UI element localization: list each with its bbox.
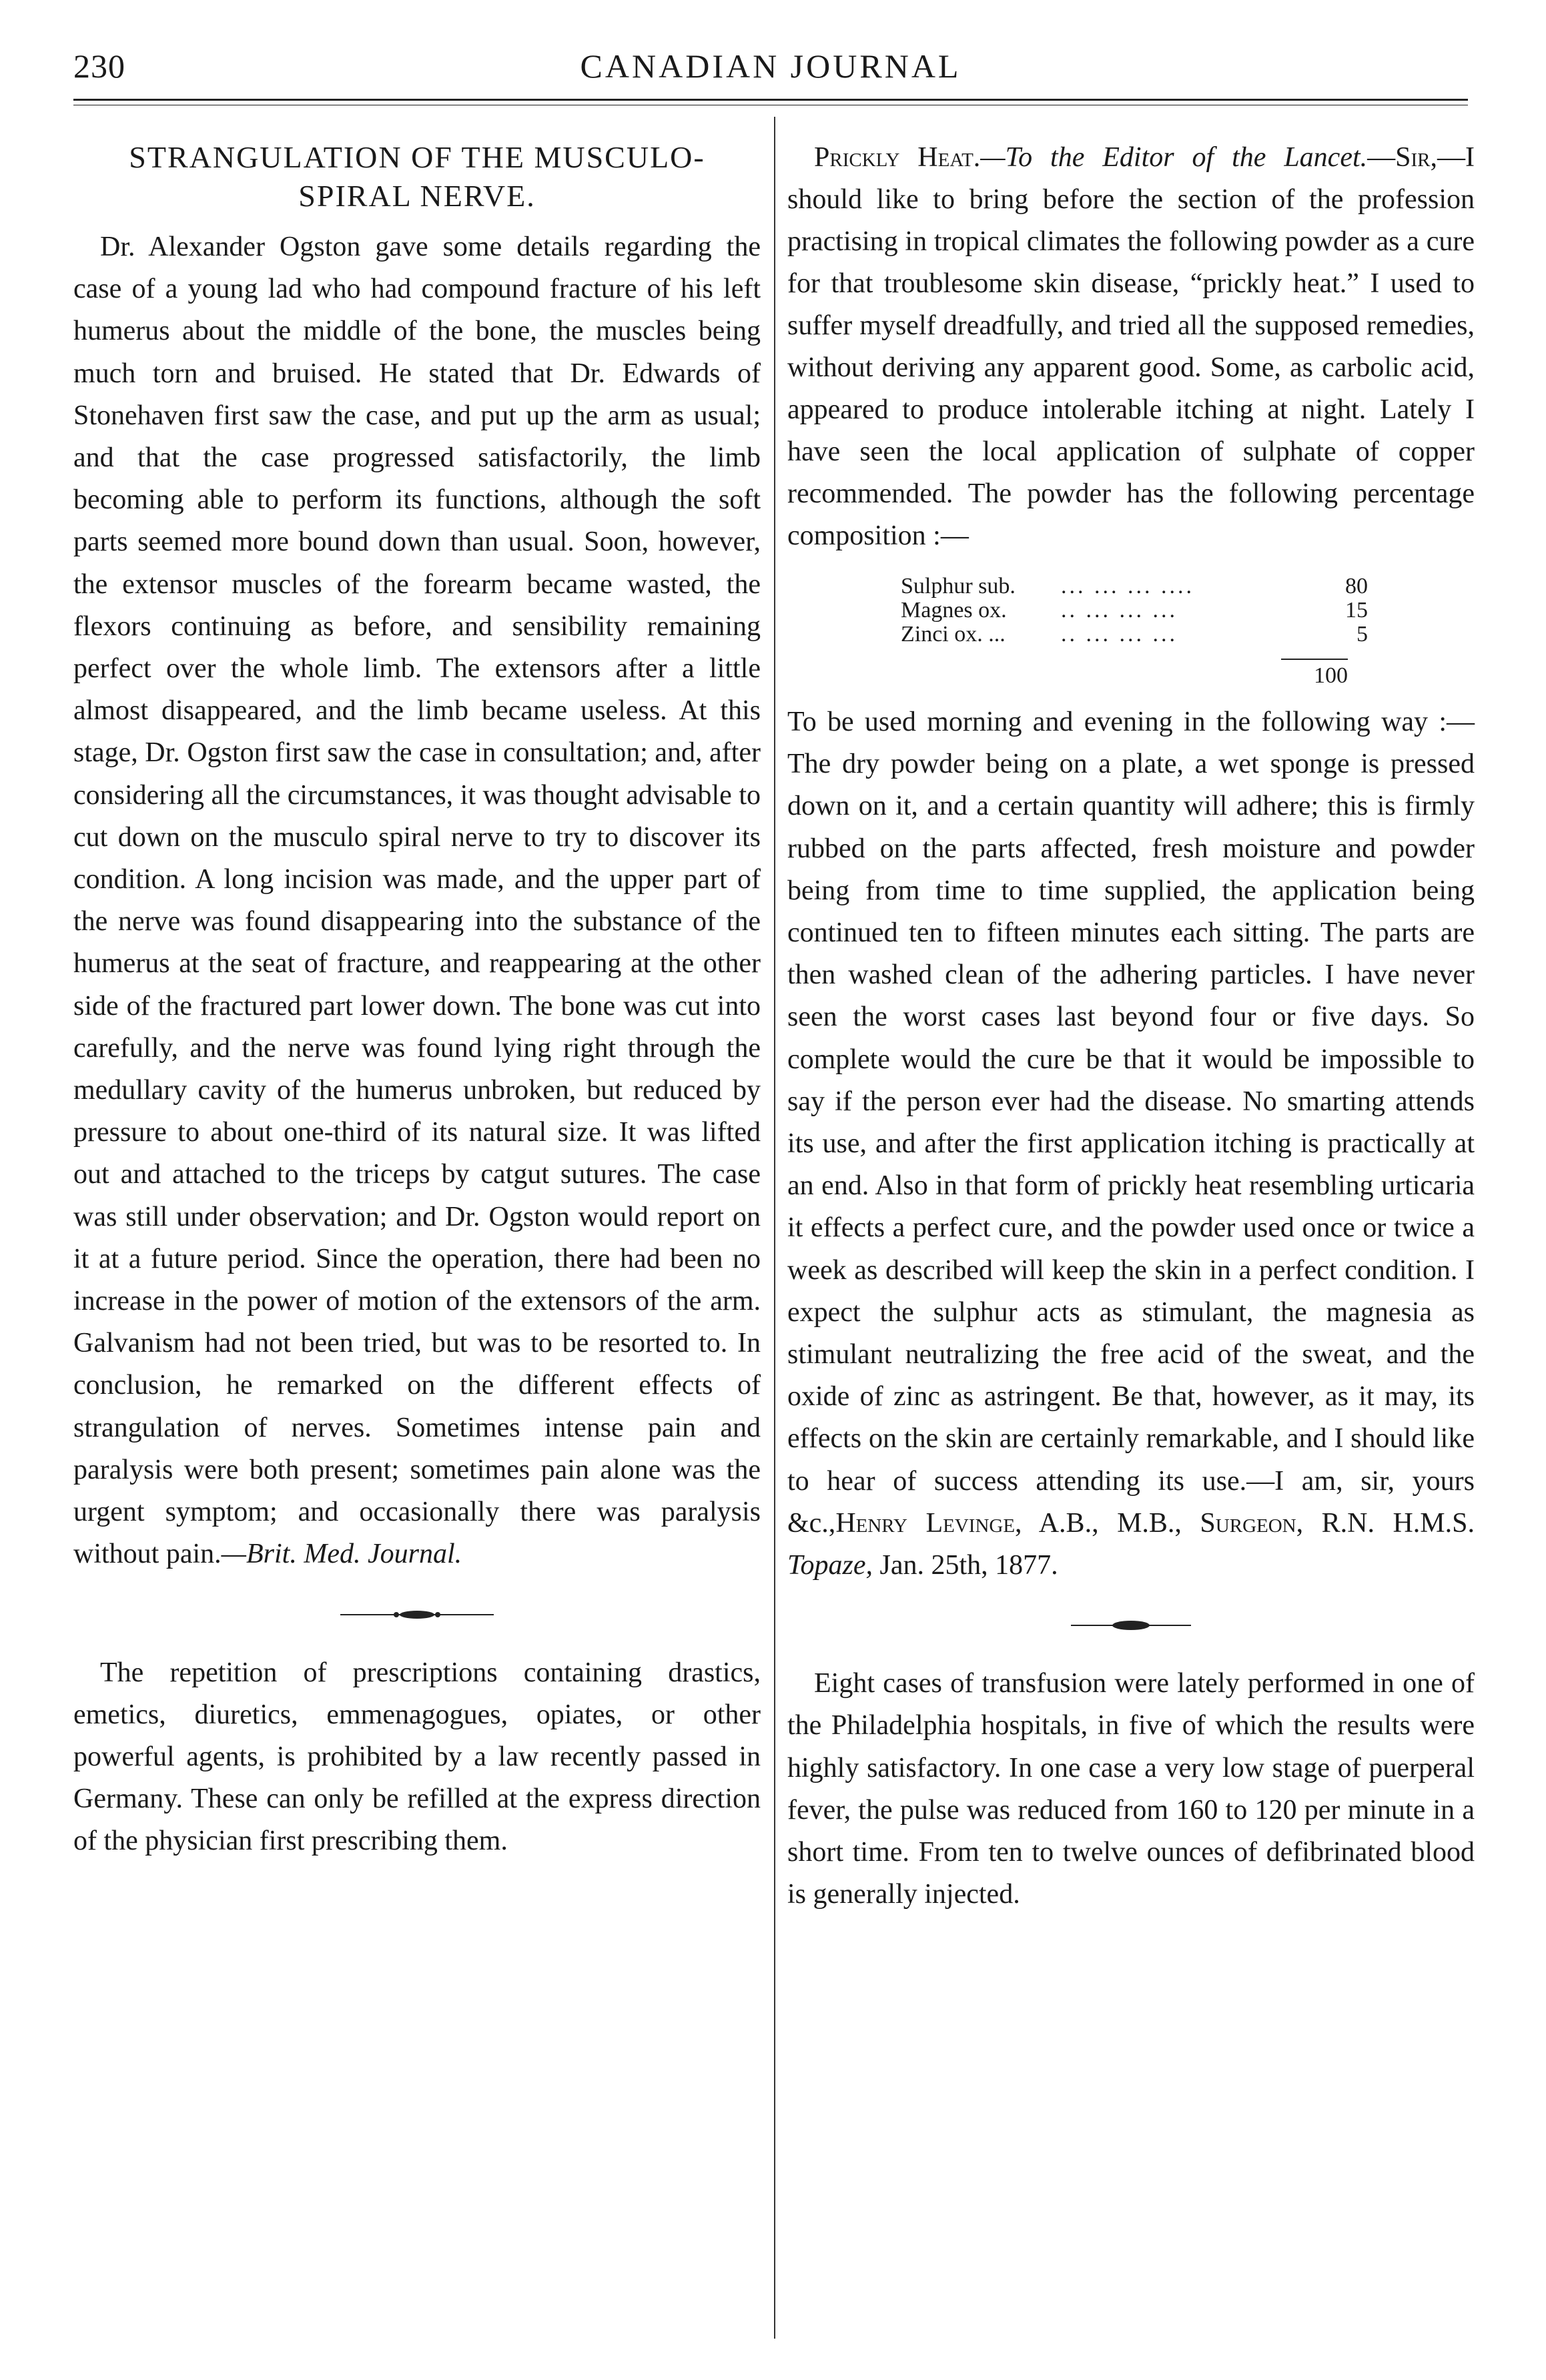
letter-intro bbox=[787, 137, 1475, 557]
ornament-divider bbox=[787, 1619, 1475, 1635]
formula-value: 15 bbox=[1345, 598, 1368, 623]
ornament-icon bbox=[1071, 1619, 1191, 1632]
column-divider bbox=[774, 117, 775, 2339]
article-body-text: Dr. Alexander Ogston gave some details regarding the case of a young lad who had compound fracture of his left humerus about the middle of the bone, the muscles being much torn and bruised. He stated that Dr. Edwards of Stonehaven first saw the case, and put up the arm as usual; and that the case progressed satisfactorily, the limb becoming able to perform its functions, although the soft parts seemed more bound down than usual. Soon, however, the extensor muscles of the forearm became wasted, the flexors continuing as before, and sensibility remaining perfect over the whole limb. The extensors after a little almost disappeared, and the limb became useless. At this stage, Dr. Ogston first saw the case in consultation; and, after considering all the circumstances, it was thought advisable to cut down on the musculo spiral nerve to try to discover its condition. A long incision was made, and the upper part of the nerve was found disappearing into the substance of the humerus at the seat of fracture, and reappearing at the other side of the fractured part lower down. The bone was cut into carefully, and the nerve was found lying right through the medullary cavity of the humerus unbroken, but reduced by pressure to about one-third of its natural size. It was lifted out and attached to the triceps by catgut sutures. The case was still under observation; and Dr. Ogston would report on it at a future period. Since the operation, there had been no increase in the power of motion of the extensors of the arm. Galvanism had not been tried, but was to be resorted to. In conclusion, he remarked on the different effects of strangulation of nerves. Sometimes intense pain and paralysis were both present; sometimes pain alone was the urgent symptom; and occasionally there was paralysis without pain. bbox=[73, 232, 761, 1570]
formula-ingredient: Sulphur sub. bbox=[901, 574, 1016, 599]
formula-value: 5 bbox=[1357, 622, 1368, 647]
formula-row bbox=[901, 599, 1368, 623]
formula-total: 100 bbox=[1314, 663, 1348, 688]
formula-table bbox=[787, 574, 1475, 688]
left-column bbox=[73, 123, 761, 1863]
formula-leader: .. ... ... ... bbox=[1061, 599, 1178, 623]
formula-leader: .. ... ... ... bbox=[1061, 623, 1178, 647]
letter-body bbox=[787, 701, 1475, 1587]
transfusion-note: Eight cases of transfusion were lately performed in one of the Philadelphia hospitals, in five of which the results were highly satisfactory. In one case a very low stage of puerperal fever, the pulse was reduced from 160 to 120 per minute in a short time. From ten to twelve ounces of defibrinated blood is generally injected. bbox=[787, 1668, 1475, 1910]
formula-ingredient: Magnes ox. bbox=[901, 598, 1007, 623]
letter-addressee: —To the Editor of the Lancet. bbox=[980, 142, 1368, 173]
journal-title: CANADIAN JOURNAL bbox=[580, 47, 961, 85]
formula-sum-rule bbox=[1281, 659, 1348, 660]
header-rule bbox=[73, 99, 1468, 105]
letter-ship: H.M.S. bbox=[1393, 1507, 1475, 1539]
page-number: 230 bbox=[73, 47, 125, 85]
letter-intro-text: —I should like to bring before the section of the profession practising in tropical climates the following powder as a cure for that troublesome skin disease, “prickly heat.” I used to suffer myself dreadfully, and tried all the supposed remedies, without deriving any apparent good. Some, as carbolic acid, appeared to produce intolerable itching at night. Lately I have seen the local application of sulphate of copper recommended. The powder has the following percentage composition :— bbox=[787, 142, 1475, 551]
ornament-divider bbox=[73, 1608, 761, 1624]
formula-ingredient: Zinci ox. ... bbox=[901, 622, 1006, 647]
letter-ship-name: Topaze, bbox=[787, 1550, 873, 1581]
article-body bbox=[73, 226, 761, 1576]
page-header bbox=[73, 40, 1468, 93]
letter-heading: Prickly Heat. bbox=[814, 142, 981, 173]
letter-salutation: —Sir, bbox=[1367, 142, 1437, 173]
formula-row bbox=[901, 623, 1368, 647]
letter-date: Jan. 25th, 1877. bbox=[873, 1550, 1058, 1581]
article-source: —Brit. Med. Journal. bbox=[221, 1539, 462, 1570]
germany-note: The repetition of prescriptions containing drastics, emetics, diuretics, emmenagogues, opiates, or other powerful agents, is prohibited by a law recently passed in Germany. These can only be refilled at the express direction of the physician first prescribing them. bbox=[73, 1657, 761, 1857]
formula-leader: ... ... ... .... bbox=[1061, 574, 1194, 599]
article-title: STRANGULATION OF THE MUSCULO-SPIRAL NERVE. bbox=[129, 140, 705, 213]
ornament-icon bbox=[340, 1608, 494, 1621]
right-column bbox=[787, 123, 1475, 1916]
formula-value: 80 bbox=[1345, 574, 1368, 599]
letter-body-text: To be used morning and evening in the following way :—The dry powder being on a plate, a wet sponge is pressed down on it, and a certain quantity will adhere; this is firmly rubbed on the parts affected, fresh moisture and powder being from time to time supplied, the application being continued ten to fifteen minutes each sitting. The parts are then washed clean of the adhering particles. I have never seen the worst cases last beyond four or five days. So complete would the cure be that it would be impossible to say if the person ever had the disease. No smarting attends its use, and after the first application itching is practically at an end. Also in that form of prickly heat resembling urticaria it effects a perfect cure, and the powder used once or twice a week as described will keep the skin in a perfect condition. I expect the sulphur acts as stimulant, the magnesia as stimulant neutralizing the free acid of the sweat, and the oxide of zinc as astringent. Be that, however, as it may, its effects on the skin are certainly remarkable, and I should like to hear of success attending its use.—I am, sir, yours &c., bbox=[787, 707, 1475, 1539]
letter-signature: Henry Levinge, A.B., M.B., Surgeon, R.N. bbox=[835, 1507, 1375, 1539]
formula-row bbox=[901, 574, 1368, 599]
